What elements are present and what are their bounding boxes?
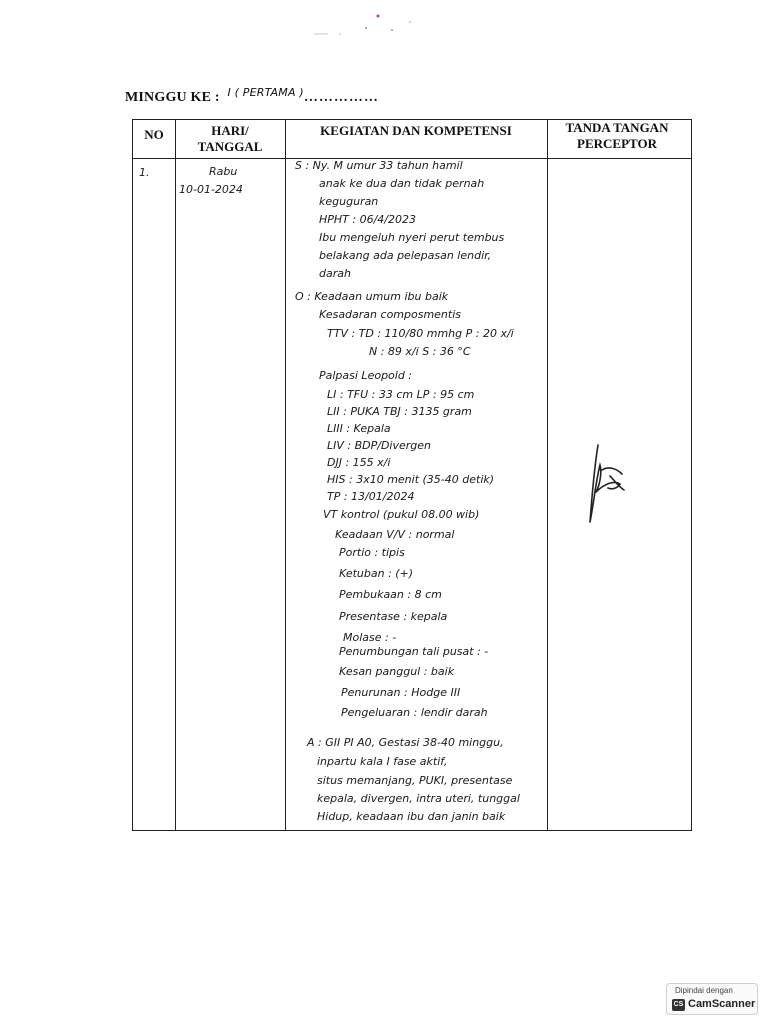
header-tanda-tangan <box>547 120 687 152</box>
perceptor-signature <box>578 440 638 530</box>
note-line: Pengeluaran : lendir darah <box>341 706 488 719</box>
note-line: inpartu kala I fase aktif, <box>317 755 448 768</box>
header-tanda-line1: TANDA TANGAN <box>565 120 669 135</box>
note-line: TTV : TD : 110/80 mmhg P : 20 x/i <box>327 327 514 340</box>
note-line: HPHT : 06/4/2023 <box>319 213 416 226</box>
note-line: Hidup, keadaan ibu dan janin baik <box>317 810 506 823</box>
note-line: Presentase : kepala <box>339 610 448 623</box>
note-line: LI : TFU : 33 cm LP : 95 cm <box>327 388 475 401</box>
camscanner-name: CamScanner <box>688 998 756 1010</box>
week-dots: …………… <box>303 90 379 105</box>
note-line: Portio : tipis <box>339 546 405 559</box>
note-line: keguguran <box>319 195 379 208</box>
note-line: S : Ny. M umur 33 tahun hamil <box>295 159 463 172</box>
note-line: situs memanjang, PUKI, presentase <box>317 774 513 787</box>
note-line: LII : PUKA TBJ : 3135 gram <box>327 405 472 418</box>
header-tanda-line2: PERCEPTOR <box>577 136 657 151</box>
note-line: O : Keadaan umum ibu baik <box>295 290 449 303</box>
note-line: Pembukaan : 8 cm <box>339 588 442 601</box>
header-tanggal: TANGGAL <box>197 139 263 154</box>
column-divider <box>175 120 176 830</box>
note-line: Penurunan : Hodge III <box>341 686 461 699</box>
note-line: Palpasi Leopold : <box>319 369 413 382</box>
note-line: darah <box>319 267 351 280</box>
note-line: Molase : - <box>343 631 397 644</box>
week-heading <box>125 86 379 106</box>
scan-artifact-marks <box>300 10 440 40</box>
note-line: LIV : BDP/Divergen <box>327 439 432 452</box>
header-hari: HARI/ <box>211 123 249 138</box>
row-number: 1. <box>139 166 150 179</box>
note-line: HIS : 3x10 menit (35-40 detik) <box>327 473 495 486</box>
note-line: N : 89 x/i S : 36 °C <box>369 345 471 358</box>
note-line: Kesadaran composmentis <box>319 308 462 321</box>
note-line: Ketuban : (+) <box>339 567 414 580</box>
row-day: Rabu <box>209 165 238 178</box>
note-line: DJJ : 155 x/i <box>327 456 391 469</box>
column-divider <box>285 120 286 830</box>
week-label: MINGGU KE : <box>125 90 220 105</box>
row-date: 10-01-2024 <box>179 183 243 196</box>
note-line: LIII : Kepala <box>327 422 391 435</box>
header-kegiatan: KEGIATAN DAN KOMPETENSI <box>320 123 512 138</box>
note-line: Kesan panggul : baik <box>339 665 455 678</box>
header-no: NO <box>144 127 164 142</box>
camscanner-logo-icon: CS <box>672 999 685 1011</box>
note-line: kepala, divergen, intra uteri, tunggal <box>317 792 520 805</box>
camscanner-watermark <box>666 983 758 1015</box>
note-line: belakang ada pelepasan lendir, <box>319 249 492 262</box>
note-line: Penumbungan tali pusat : - <box>339 645 489 658</box>
note-line: A : GII PI A0, Gestasi 38-40 minggu, <box>307 736 504 749</box>
column-divider <box>547 120 548 830</box>
note-line: TP : 13/01/2024 <box>327 490 415 503</box>
note-line: anak ke dua dan tidak pernah <box>319 177 485 190</box>
note-line: Ibu mengeluh nyeri perut tembus <box>319 231 505 244</box>
week-value: I ( PERTAMA ) <box>227 86 304 99</box>
note-line: Keadaan V/V : normal <box>335 528 455 541</box>
note-line: VT kontrol (pukul 08.00 wib) <box>323 508 480 521</box>
scanned-by-text: Dipindai dengan <box>675 986 733 995</box>
header-hari-tanggal <box>175 123 285 155</box>
